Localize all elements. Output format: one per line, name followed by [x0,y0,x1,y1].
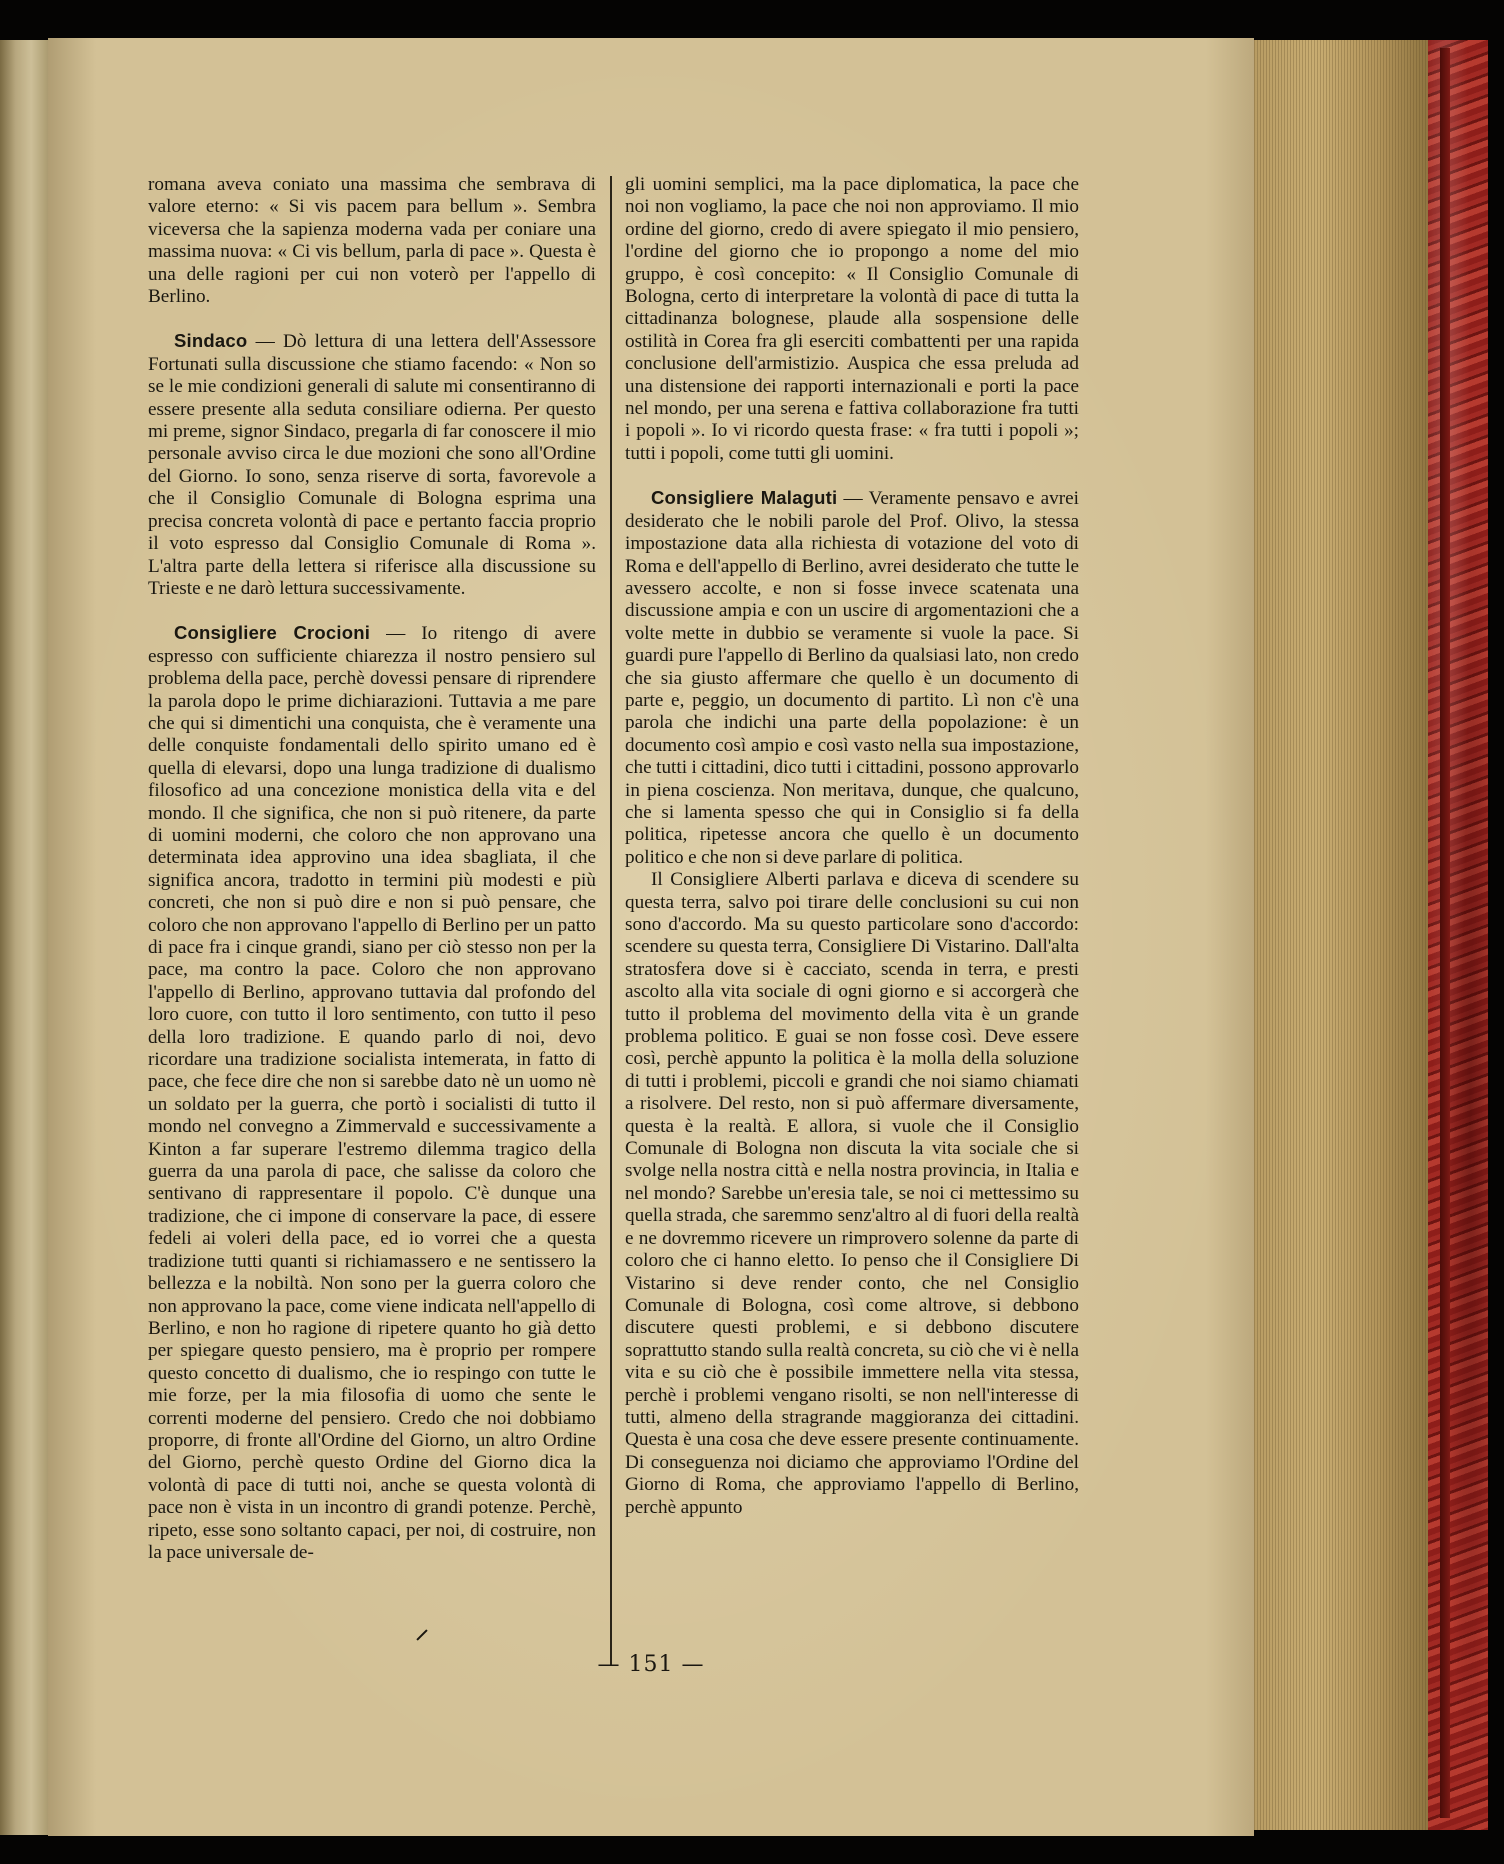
paragraph: gli uomini semplici, ma la pace diplomatica, la pace che noi non vogliamo, la pace che noi non approviamo. Il mio ordine del giorno, credo di avere spiegato il mio pensiero, l'ordine del giorno che io propongo a nome del mio gruppo, è così concepito: « Il Consiglio Comunale di Bologna, certo di interpretare la volontà di pace di tutta la cittadinanza bolognese, plaude alla sospensione delle ostilità in Corea fra gli eserciti combattenti per una rapida conclusione dell'armistizio. Auspica che essa preluda ad una distensione dei rapporti internazionali e porti la pace nel mondo, per una serena e fattiva collaborazione fra tutti i popoli ». Io vi ricordo questa frase: « fra tutti i popoli »; tutti i popoli, come tutti gli uomini. [625,174,1079,464]
paragraph-sindaco [148,330,596,600]
page-block-edges [1250,40,1431,1830]
cover-spine-edge [1440,48,1450,1818]
paragraph-crocioni [148,622,596,1564]
column-divider [610,176,612,1666]
document-page [48,38,1254,1836]
marbled-cover [1428,40,1488,1830]
pen-mark [416,1629,427,1640]
speaker-name: Consigliere Malaguti [651,487,838,509]
speech-text: — Veramente pensavo e avrei desiderato che le nobili parole del Prof. Olivo, la stessa impostazione data alla richiesta di votazione del voto di Roma e dell'appello di Berlino, avrei desiderato che tutte le avessero accolte, e non si fosse invece scatenata una discussione ampia e con un uscire di argomentazioni che a volte mette in dubbio se veramente si vuole la pace. Si guardi pure l'appello di Berlino da qualsiasi lato, non credo che sia giusto affermare che quello è un documento di parte e, peggio, un documento di partito. Lì non c'è una parola che indichi una parte della popolazione: è un documento così ampio e così vasto nella sua impostazione, che tutti i cittadini, dico tutti i cittadini, possono approvarlo in piena coscienza. Non meritava, dunque, che qualcuno, che si lamenta spesso che qui in Consiglio si fa della politica, ripetesse ancora che quello è un documento politico e che non si deve parlare di politica. [625,488,1079,868]
page-number: — 151 — [597,1652,705,1677]
speech-text: — Io ritengo di avere espresso con sufficiente chiarezza il nostro pensiero sul problema della pace, perchè dovessi pensare di riprendere la parola dopo le prime dichiarazioni. Tuttavia a me pare che qui si dimentichi una conquista, che è veramente una delle conquiste fondamentali dello spirito umano ed è quella di elevarsi, dopo una lunga tradizione di dualismo filosofico ad una concezione monistica della vita e del mondo. Il che significa, che non si può ritenere, da parte di uomini moderni, che coloro che non approvano una determinata idea approvino una idea sbagliata, il che significa ancora, tradotto in termini più modesti e più concreti, che non si può dire e non si può pensare, che coloro che non approvano l'appello di Berlino per un patto di pace fra i cinque grandi, siano per ciò stesso non per la pace, ma contro la pace. Coloro che non approvano l'appello di Berlino, approvano tuttavia dal profondo del loro cuore, con tutto il loro sentimento, con tutto il peso della loro tradizione. E quando parlo di noi, devo ricordare una tradizione socialista intemerata, in fatto di pace, che fece dire che non si sarebbe dato nè un uomo nè un soldato per la guerra, che portò i socialisti di tutto il mondo nel convegno a Zimmervald e successivamente a Kinton a far superare l'estremo dilemma tragico della guerra da una parola di pace, che salisse da coloro che sentivano di rappresentare il popolo. C'è dunque una tradizione, che ci impone di conservare la pace, di essere fedeli ai voleri della pace, ed io vorrei che a questa tradizione tutti quanti si richiamassero e ne sentissero la bellezza e la nobiltà. Non sono per la guerra coloro che non approvano la pace, come viene indicata nell'appello di Berlino, e non ho ragione di ripetere quanto ho già detto per spiegare questo pensiero, ma è proprio per rompere questo concetto di dualismo, che io respingo con tutte le mie forze, per la mia filosofia di uomo che sente le correnti moderne del pensiero. Credo che noi dobbiamo proporre, di fronte all'Ordine del Giorno, un altro Ordine del Giorno, perchè questo Ordine del Giorno dica la volontà di pace di tutti noi, anche se questa volontà di pace non è vista in un incontro di grandi potenze. Perchè, ripeto, esse sono soltanto capaci, per noi, di costruire, non la pace universale de- [148,623,596,1563]
left-column [148,174,596,1564]
right-column [625,174,1079,1519]
left-page-edge [0,40,53,1835]
speaker-name: Sindaco [174,330,248,352]
paragraph-malaguti [625,487,1079,869]
paragraph: Il Consigliere Alberti parlava e diceva di scendere su questa terra, salvo poi tirare delle conclusioni su cui non sono d'accordo. Ma su questo particolare sono d'accordo: scendere su questa terra, Consigliere Di Vistarino. Dall'alta stratosfera dove si è cacciato, scenda in terra, e presti ascolto alla vita sociale di ogni giorno e si accorgerà che tutto il problema del movimento della vita è un grande problema politico. E guai se non fosse così. Deve essere così, perchè appunto la politica è la molla della soluzione di tutti i problemi, piccoli e grandi che noi siamo chiamati a risolvere. Del resto, non si può affermare diversamente, questa è la realtà. E allora, si vuole che il Consiglio Comunale di Bologna non discuta la vita sociale che si svolge nella nostra città e nella nostra provincia, in Italia e nel mondo? Sarebbe un'eresia tale, se noi ci mettessimo su quella strada, che saremmo senz'altro al di fuori della realtà e ne dovremmo ricevere un rimprovero solenne da parte di coloro che ci hanno eletto. Io penso che il Consigliere Di Vistarino si deve render conto, che nel Consiglio Comunale di Bologna, così come altrove, si debbono discutere questi problemi, e si debbono discutere soprattutto stando sulla realtà concreta, su ciò che vi è nella vita e su ciò che è possibile immettere nella vita stessa, perchè i problemi vengano risolti, se non nell'interesse di tutti, almeno della stragrande maggioranza dei cittadini. Questa è una cosa che deve essere presente continuamente. Di conseguenza noi diciamo che approviamo l'Ordine del Giorno di Roma, che approviamo l'appello di Berlino, perchè appunto [625,869,1079,1518]
paragraph: romana aveva coniato una massima che sembrava di valore eterno: « Si vis pacem para bellum ». Sembra viceversa che la sapienza moderna vada per coniare una massima nuova: « Ci vis bellum, parla di pace ». Questa è una delle ragioni per cui non voterò per l'appello di Berlino. [148,174,596,308]
speech-text: — Dò lettura di una lettera dell'Assessore Fortunati sulla discussione che stiamo facendo: « Non so se le mie condizioni generali di salute mi consentiranno di essere presente alla seduta consiliare odierna. Per questo mi preme, signor Sindaco, pregarla di far conoscere il mio personale avviso circa le due mozioni che sono all'Ordine del Giorno. Io sono, senza riserve di sorta, favorevole a che il Consiglio Comunale di Bologna esprima una precisa concreta volontà di pace e pertanto faccia proprio il voto espresso dal Consiglio Comunale di Roma ». L'altra parte della lettera si riferisce alla discussione su Trieste e ne darò lettura successivamente. [148,331,596,599]
speaker-name: Consigliere Crocioni [174,622,371,644]
